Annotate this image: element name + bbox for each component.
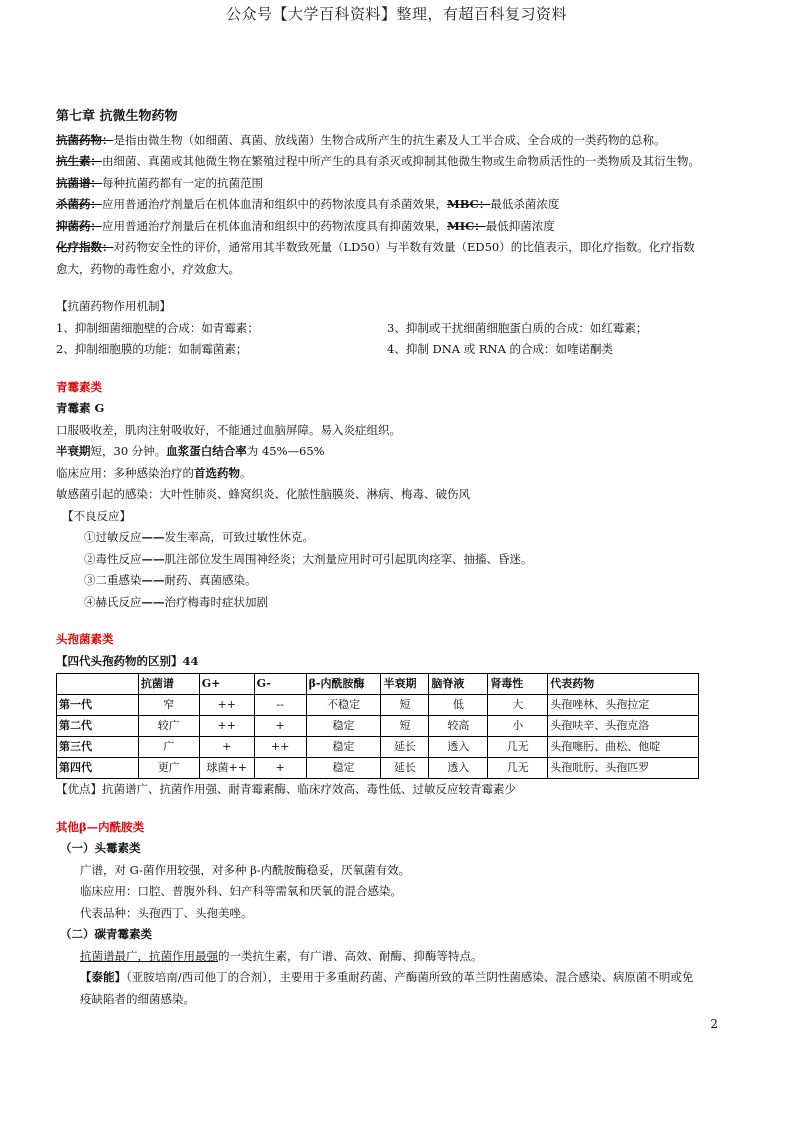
- clinical-suffix: 。: [240, 465, 252, 480]
- adverse-item: [56, 549, 746, 571]
- subsection-line: 代表品种：头孢西丁、头孢美唑。: [80, 905, 253, 920]
- table-cell: 稳定: [306, 737, 381, 758]
- table-cell: 低: [429, 695, 488, 716]
- adverse-item: [56, 570, 746, 592]
- definition-text: 每种抗菌药都有一定的抗菌范围: [102, 175, 263, 190]
- adverse-dash: ——: [141, 573, 165, 587]
- page-banner: 公众号【大学百科资料】整理，有超百科复习资料: [225, 5, 567, 23]
- table-row-head: 第一代: [57, 695, 139, 716]
- adverse-label: ④赫氏反应: [84, 594, 142, 609]
- drug-title: 青霉素 G: [56, 401, 105, 415]
- mechanism-item: 2、抑制细胞膜的功能：如制霉菌素；: [56, 342, 248, 356]
- section-title-penicillin: 青霉素类: [56, 379, 102, 394]
- table-cell: 头孢吡肟、头孢匹罗: [548, 758, 699, 779]
- abbr-mic: MIC：: [447, 218, 486, 233]
- document-body: [56, 106, 746, 1010]
- table-cell: 短: [381, 716, 429, 737]
- carbapenem-rest: 的一类抗生素，有广谱、高效、耐酶、抑酶等特点。: [218, 948, 483, 963]
- section-title-cephalosporin: 头孢菌素类: [56, 632, 114, 646]
- table-header-cell: G+: [199, 674, 254, 695]
- table-cell: 小: [488, 716, 548, 737]
- mechanism-item: 1、抑制细菌细胞壁的合成：如青霉素；: [56, 320, 259, 335]
- table-header-cell: G-: [254, 674, 306, 695]
- definition-tail: 最低抑菌浓度: [485, 218, 555, 233]
- table-cell: 透入: [429, 737, 488, 758]
- definition-term: 抗菌药物：: [56, 132, 114, 147]
- mechanism-item: 4、抑制 DNA 或 RNA 的合成：如喹诺酮类: [387, 342, 614, 356]
- section-title-other-beta: 其他β—内酰胺类: [56, 819, 145, 834]
- table-cell: --: [254, 695, 306, 716]
- table-cell: +: [254, 758, 306, 779]
- table-header-cell: β-内酰胺酶: [306, 674, 381, 695]
- adverse-label: ②毒性反应: [84, 551, 142, 566]
- table-row: [57, 758, 699, 779]
- adverse-text: 肌注部位发生周围神经炎；大剂量应用时可引起肌肉痉挛、抽搐、昏迷。: [164, 551, 533, 566]
- table-cell: 头孢唑林、头孢拉定: [548, 695, 699, 716]
- tienam-desc: [56, 967, 746, 989]
- table-cell: 窄: [138, 695, 199, 716]
- table-cell: 球菌++: [199, 758, 254, 779]
- table-cell: 短: [381, 695, 429, 716]
- table-cell: 广: [138, 737, 199, 758]
- advantage-label: 【优点】: [56, 782, 102, 796]
- table-cell: 延长: [381, 758, 429, 779]
- adverse-label: ①过敏反应: [84, 530, 142, 544]
- table-header-cell: 抗菌谱: [138, 674, 199, 695]
- mechanism-row: [56, 318, 746, 340]
- cephalosporin-advantages: [56, 779, 746, 801]
- definition-term: 抗生素：: [56, 154, 102, 168]
- definition-bacteriostat: [56, 216, 746, 238]
- subsection-title: （二）碳青霉素类: [60, 927, 152, 941]
- subsection-line: 广谱，对 G-菌作用较强，对多种 β-内酰胺酶稳妥，厌氧菌有效。: [80, 862, 411, 877]
- table-row: [57, 695, 699, 716]
- definition-term: 抑菌药：: [56, 218, 102, 233]
- penicillin-sensitive: 敏感菌引起的感染：大叶性肺炎、蜂窝织炎、化脓性脑膜炎、淋病、梅毒、破伤风: [56, 487, 470, 501]
- tienam-label: 【泰能】: [80, 970, 126, 984]
- adverse-text: 发生率高，可致过敏性休克。: [164, 530, 314, 544]
- definition-antibiotic: [56, 151, 746, 173]
- penicillin-absorption: 口服吸收差，肌肉注射吸收好，不能通过血脑屏障。易入炎症组织。: [56, 422, 401, 437]
- table-cell: 较广: [138, 716, 199, 737]
- table-cell: +: [199, 737, 254, 758]
- tienam-desc-cont: 疫缺陷者的细菌感染。: [80, 991, 195, 1006]
- advantage-text: 抗菌谱广、抗菌作用强、耐青霉素酶、临床疗效高、毒性低、过敏反应较青霉素少: [102, 782, 516, 796]
- table-row-head: 第四代: [57, 758, 139, 779]
- table-row: [57, 737, 699, 758]
- adverse-label: ③二重感染: [84, 573, 142, 587]
- definition-text: 由细菌、真菌或其他微生物在繁殖过程中所产生的具有杀灭或抑制其他微生物或生命物质活性的一类物质及其衍生物。: [102, 154, 700, 168]
- adverse-title: 【不良反应】: [62, 508, 131, 523]
- halflife-text: 短，30 分钟。: [90, 444, 167, 458]
- adverse-item: [56, 527, 746, 549]
- definition-tail: 最低杀菌浓度: [490, 197, 560, 211]
- table-cell: 不稳定: [306, 695, 381, 716]
- definition-chemo-index: [56, 237, 746, 259]
- mechanism-row: [56, 339, 746, 361]
- table-cell: ++: [199, 716, 254, 737]
- table-cell: 较高: [429, 716, 488, 737]
- table-cell: 几无: [488, 758, 548, 779]
- definition-text: 应用普通治疗剂量后在机体血清和组织中的药物浓度具有杀菌效果，: [102, 197, 447, 211]
- protein-label: 血浆蛋白结合率: [166, 444, 247, 458]
- carbapenem-highlight: 抗菌谱最广，抗菌作用最强: [80, 948, 218, 963]
- definition-term: 抗菌谱：: [56, 175, 102, 190]
- table-row: [57, 716, 699, 737]
- subsection-title: （一）头霉素类: [60, 841, 141, 855]
- adverse-dash: ——: [141, 594, 165, 609]
- definition-text: 对药物安全性的评价，通常用其半数致死量（LD50）与半数有效量（ED50）的比值表示，即化疗指数。化疗指数: [113, 240, 695, 254]
- table-header-row: [57, 674, 699, 695]
- adverse-dash: ——: [141, 551, 165, 566]
- definition-text: 应用普通治疗剂量后在机体血清和组织中的药物浓度具有抑菌效果，: [102, 218, 447, 233]
- table-cell: 稳定: [306, 716, 381, 737]
- table-row-head: 第三代: [57, 737, 139, 758]
- mechanism-item: 3、抑制或干扰细菌细胞蛋白质的合成：如红霉素；: [387, 320, 648, 335]
- clinical-prefix: 临床应用：多种感染治疗的: [56, 465, 194, 480]
- carbapenem-desc: [56, 946, 746, 968]
- table-cell: 透入: [429, 758, 488, 779]
- definition-term: 化疗指数：: [56, 240, 114, 254]
- table-cell: 延长: [381, 737, 429, 758]
- adverse-dash: ——: [141, 530, 165, 544]
- penicillin-halflife: [56, 441, 746, 463]
- adverse-text: 治疗梅毒时症状加剧: [164, 594, 268, 609]
- definition-text: 是指由微生物（如细菌、真菌、放线菌）生物合成所产生的抗生素及人工半合成、全合成的一类药物的总称。: [113, 132, 666, 147]
- table-cell: 更广: [138, 758, 199, 779]
- table-cell: 头孢呋辛、头孢克洛: [548, 716, 699, 737]
- mechanism-title: 【抗菌药物作用机制】: [56, 299, 171, 313]
- table-row-head: 第二代: [57, 716, 139, 737]
- subsection-line: 临床应用：口腔、普腹外科、妇产科等需氧和厌氧的混合感染。: [80, 884, 402, 898]
- table-cell: ++: [199, 695, 254, 716]
- halflife-label: 半衰期: [56, 444, 91, 458]
- penicillin-clinical: [56, 463, 746, 485]
- page-number: 2: [710, 1017, 718, 1031]
- table-cell: 稳定: [306, 758, 381, 779]
- table-header-cell: 半衰期: [381, 674, 429, 695]
- table-title: 【四代头孢药物的区别】44: [56, 653, 199, 668]
- table-header-cell: 脑脊液: [429, 674, 488, 695]
- adverse-item: [56, 592, 746, 614]
- table-cell: 头孢噻肟、曲松、他啶: [548, 737, 699, 758]
- chapter-title: 第七章 抗微生物药物: [56, 109, 178, 124]
- table-header-cell: 肾毒性: [488, 674, 548, 695]
- table-cell: ++: [254, 737, 306, 758]
- table-header-cell: 代表药物: [548, 674, 699, 695]
- protein-text: 为 45%—65%: [246, 444, 325, 458]
- table-cell: +: [254, 716, 306, 737]
- definition-bactericide: [56, 194, 746, 216]
- tienam-text: （亚胺培南/西司他丁的合剂），主要用于多重耐药菌、产酶菌所致的革兰阴性菌感染、混合感染、病原菌不明或免: [126, 970, 694, 984]
- definition-term: 杀菌药：: [56, 197, 102, 211]
- table-cell: 几无: [488, 737, 548, 758]
- table-cell: 大: [488, 695, 548, 716]
- table-header-cell: [57, 674, 139, 695]
- adverse-text: 耐药、真菌感染。: [164, 573, 257, 587]
- clinical-bold: 首选药物: [194, 465, 240, 480]
- cephalosporin-table: [56, 673, 699, 779]
- definition-spectrum: [56, 173, 746, 195]
- definition-antibacterial: [56, 130, 746, 152]
- abbr-mbc: MBC：: [447, 197, 491, 211]
- definition-chemo-index-cont: 愈大，药物的毒性愈小，疗效愈大。: [56, 261, 240, 276]
